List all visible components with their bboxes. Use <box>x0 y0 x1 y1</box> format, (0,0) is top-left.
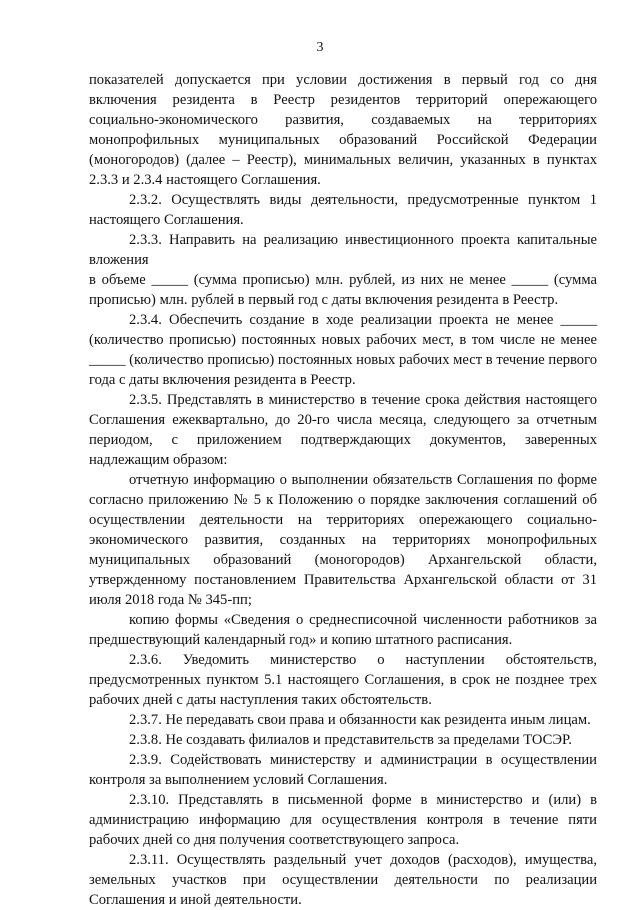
paragraph-2-3-3-volume: в объеме _____ (сумма прописью) млн. рублей, из них не менее _____ (сумма прописью) млн. рублей в первый год с даты включения резидента в Реестр. <box>89 272 597 308</box>
document-body <box>89 70 597 910</box>
paragraph-2-3-9: 2.3.9. Содействовать министерству и администрации в осуществлении контроля за выполнением условий Соглашения. <box>89 752 597 788</box>
paragraph-2-3-8: 2.3.8. Не создавать филиалов и представительств за пределами ТОСЭР. <box>129 732 572 748</box>
paragraph-2-3-11: 2.3.11. Осуществлять раздельный учет доходов (расходов), имущества, земельных участков при осуществлении деятельности по реализации Соглашения и иной деятельности. <box>89 852 597 908</box>
paragraph-2-3-6: 2.3.6. Уведомить министерство о наступлении обстоятельств, предусмотренных пунктом 5.1 настоящего Соглашения, в срок не позднее трех рабочих дней с даты наступления таких обстоятельств. <box>89 652 597 708</box>
paragraph-2-3-3: 2.3.3. Направить на реализацию инвестиционного проекта капитальные вложения <box>89 232 597 268</box>
paragraph-reestr-continuation: показателей допускается при условии достижения в первый год со дня включения резидента в Реестр резидентов территорий опережающего социально-экономического развития, создаваемых на территориях монопрофильных муниципальных образований Российской Федерации (моногородов) (далее – Реестр), минимальных величин, указанных в пунктах 2.3.3 и 2.3.4 настоящего Соглашения. <box>89 72 597 188</box>
paragraph-2-3-4: 2.3.4. Обеспечить создание в ходе реализации проекта не менее _____ (количество прописью) постоянных новых рабочих мест, в том числе не менее _____ (количество прописью) постоянных новых рабочих мест в течение первого года с даты включения резидента в Реестр. <box>89 312 597 388</box>
paragraph-2-3-5: 2.3.5. Представлять в министерство в течение срока действия настоящего Соглашения ежеквартально, до 20-го числа месяца, следующего за отчетным периодом, с приложением подтверждающих документов, заверенных надлежащим образом: <box>89 392 597 468</box>
paragraph-2-3-2: 2.3.2. Осуществлять виды деятельности, предусмотренные пунктом 1 настоящего Соглашения. <box>89 192 597 228</box>
paragraph-2-3-7: 2.3.7. Не передавать свои права и обязанности как резидента иным лицам. <box>129 712 591 728</box>
page-number: 3 <box>316 40 324 55</box>
paragraph-2-3-10: 2.3.10. Представлять в письменной форме в министерство и (или) в администрацию информацию для осуществления контроля в течение пяти рабочих дней со дня получения соответствующего запроса. <box>89 792 597 848</box>
paragraph-2-3-5-report-info: отчетную информацию о выполнении обязательств Соглашения по форме согласно приложению № 5 к Положению о порядке заключения соглашений об осуществлении деятельности на территориях опережающего социально-экономического развития, созданных на территориях монопрофильных муниципальных образований (моногородов) Архангельской области, утвержденному постановлением Правительства Архангельской области от 31 июля 2018 года № 345-пп; <box>89 472 597 608</box>
paragraph-2-3-5-staff-copy: копию формы «Сведения о среднесписочной численности работников за предшествующий календарный год» и копию штатного расписания. <box>89 612 597 648</box>
